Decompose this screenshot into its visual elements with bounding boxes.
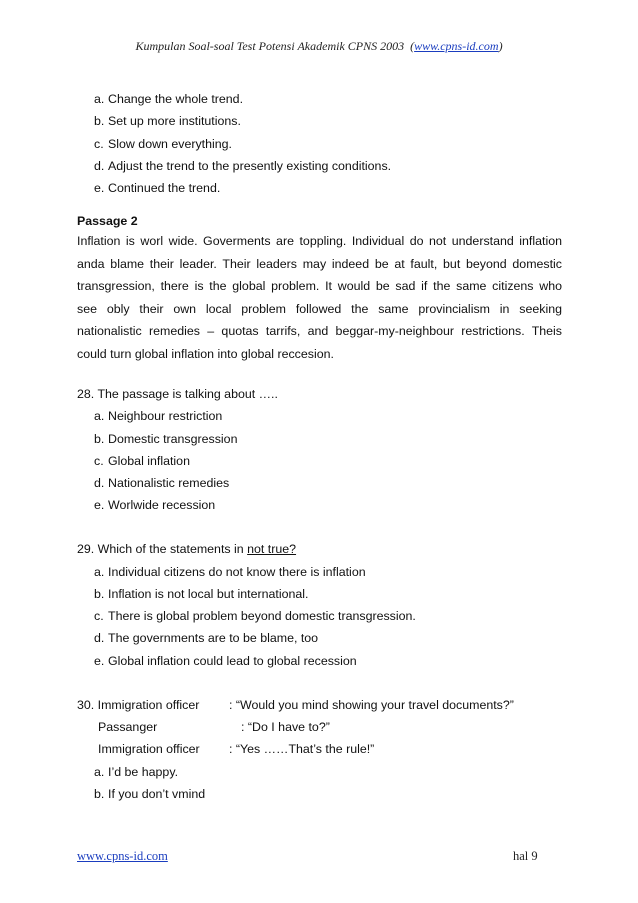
list-item: c. Global inflation [94, 454, 190, 468]
passage-line: transgression, there is the global problem. It would be sad if the same citizens who [77, 279, 562, 293]
list-item: e. Continued the trend. [94, 181, 221, 195]
dialog-speaker: 30. Immigration officer [77, 698, 200, 712]
page-number: hal 9 [513, 849, 538, 863]
dialog-speaker: Immigration officer [98, 742, 200, 756]
passage-body [77, 230, 562, 365]
underlined-text: not true? [247, 542, 297, 556]
list-item: a. Neighbour restriction [94, 409, 223, 423]
passage-line: could turn global inflation into global reccesion. [77, 346, 334, 361]
list-item: e. Worlwide recession [94, 498, 216, 512]
list-item: b. Inflation is not local but international. [94, 587, 309, 601]
passage-line: see obly their own local problem followed the same provincialism in seeking [77, 301, 562, 316]
question-29: 29. Which of the statements in not true? [77, 542, 297, 556]
question-28: 28. The passage is talking about ….. [77, 387, 278, 401]
list-item: a. I’d be happy. [94, 765, 179, 779]
dialog-line: : “Would you mind showing your travel documents?” [229, 698, 514, 712]
list-item: b. Set up more institutions. [94, 114, 241, 128]
dialog-speaker: Passanger [98, 720, 158, 734]
passage-line: Inflation is worl wide. Goverments are toppling. Individual do not understand inflation [77, 234, 562, 248]
passage-title: Passage 2 [77, 214, 138, 228]
list-item: b. Domestic transgression [94, 432, 238, 446]
list-item: a. Individual citizens do not know there is inflation [94, 565, 366, 579]
header-title: Kumpulan Soal-soal Test Potensi Akademik CPNS 2003 [135, 39, 405, 53]
list-item: a. Change the whole trend. [94, 92, 244, 106]
list-item: c. There is global problem beyond domestic transgression. [94, 609, 416, 623]
passage-line: nationalistic remedies – quotas tarrifs, and beggar-my-neighbour restrictions. Theis [77, 324, 562, 338]
dialog-line: : “Do I have to?” [241, 720, 330, 734]
footer-link[interactable]: www.cpns-id.com [77, 849, 168, 863]
list-item: d. The governments are to be blame, too [94, 631, 319, 645]
dialog-line: : “Yes ……That’s the rule!” [229, 742, 375, 756]
list-item: e. Global inflation could lead to global recession [94, 654, 357, 668]
list-item: c. Slow down everything. [94, 137, 232, 151]
passage-line: anda blame their leader. Their leaders may indeed be at fault, but beyond domestic [77, 256, 562, 271]
list-item: d. Adjust the trend to the presently existing conditions. [94, 159, 392, 173]
header-link[interactable]: www.cpns-id.com [414, 39, 499, 53]
page-header: Kumpulan Soal-soal Test Potensi Akademik CPNS 2003 (www.cpns-id.com) [135, 39, 503, 53]
list-item: b. If you don’t vmind [94, 787, 206, 801]
list-item: d. Nationalistic remedies [94, 476, 230, 490]
